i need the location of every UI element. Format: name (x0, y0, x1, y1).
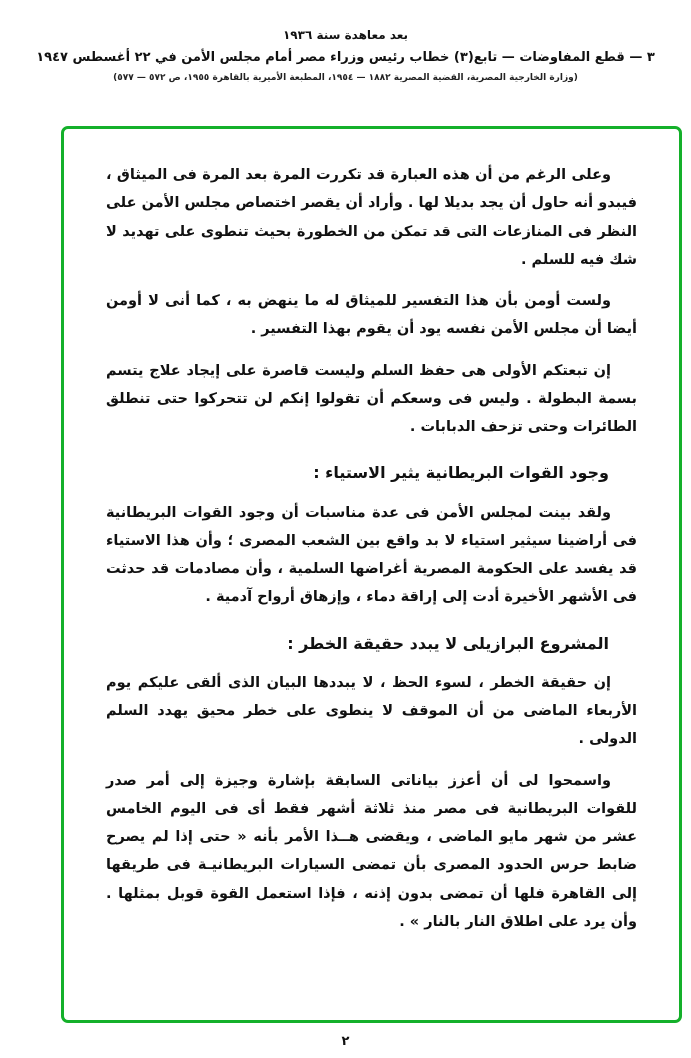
section-heading-brazilian-proposal: المشروع البرازيلى لا يبدد حقيقة الخطر : (287, 633, 609, 653)
header-source-citation: (وزارة الخارجية المصرية، القضية المصرية ١٨٨٢ — ١٩٥٤، المطبعة الأميرية بالقاهرة ١٩٥٥، ص ٥٧٢ — ٥٧٧) (113, 73, 578, 83)
page-header (0, 0, 691, 83)
paragraph-4: ولقد بينت لمجلس الأمن فى عدة مناسبات أن وجود القوات البريطانية فى أراضينا سيثير استياء لا بد واقع بين الشعب المصرى ؛ وأن هذا الاستياء قد يفسد على الحكومة المصرية أغراضها السلمية ، وأن مصادمات قد حدثت فى الأشهر الأخيرة أدت إلى إراقة دماء ، وإزهاق أرواح آدمية . (106, 504, 637, 606)
header-title-line: ٣ — قطع المفاوضات — تابع(٣) خطاب رئيس وزراء مصر أمام مجلس الأمن في ٢٢ أغسطس ١٩٤٧ (36, 50, 655, 65)
paragraph-3: إن تبعتكم الأولى هى حفظ السلم وليست قاصرة على إيجاد علاج يتسم بسمة البطولة . وليس فى وسعكم أن تقولوا إنكم لن تتحركوا حتى تنطلق الطائرات وحتى تزحف الدبابات . (106, 362, 637, 436)
paragraph-6: واسمحوا لى أن أعزز بياناتى السابقة بإشارة وجيزة إلى أمر صدر للقوات البريطانية فى مصر منذ ثلاثة أشهر فقط أى فى اليوم الخامس عشر من شهر مايو الماضى ، ويقضى هــذا الأمر بأنه « حتى إذا لم يصرح ضابط حرس الحدود المصرى بأن تمضى السيارات البريطانيـة فى طريقها إلى القاهرة فلها أن تمضى بدون إذنه ، فإذا استعمل القوة قوبل بمثلها . وأن يرد على اطلاق النار بالنار » . (106, 772, 637, 930)
document-body (64, 129, 679, 969)
paragraph-5: إن حقيقة الخطر ، لسوء الحظ ، لا يبددها البيان الذى ألقى عليكم يوم الأربعاء الماضى من أن الموقف لا ينطوى على خطر محيق يهدد السلم الدولى . (106, 674, 637, 748)
page-number: ٢ (341, 1034, 350, 1049)
paragraph-1: وعلى الرغم من أن هذه العبارة قد تكررت المرة بعد المرة فى الميثاق ، فيبدو أنه حاول أن يجد بديلا لها . وأراد أن يقصر اختصاص مجلس الأمن على النظر فى المنازعات التى قد تمكن من الخطورة بحيث تنطوى على تهديد لا شك فيه للسلم . (106, 167, 637, 268)
document-frame (61, 126, 682, 1023)
paragraph-2: ولست أومن بأن هذا التفسير للميثاق له ما ينهض به ، كما أنى لا أومن أيضا أن مجلس الأمن نفسه يود أن يقوم بهذا التفسير . (106, 293, 637, 338)
section-heading-british-forces: وجود القوات البريطانية يثير الاستياء : (313, 463, 609, 483)
header-treaty-line: بعد معاهدة سنة ١٩٣٦ (282, 28, 409, 42)
